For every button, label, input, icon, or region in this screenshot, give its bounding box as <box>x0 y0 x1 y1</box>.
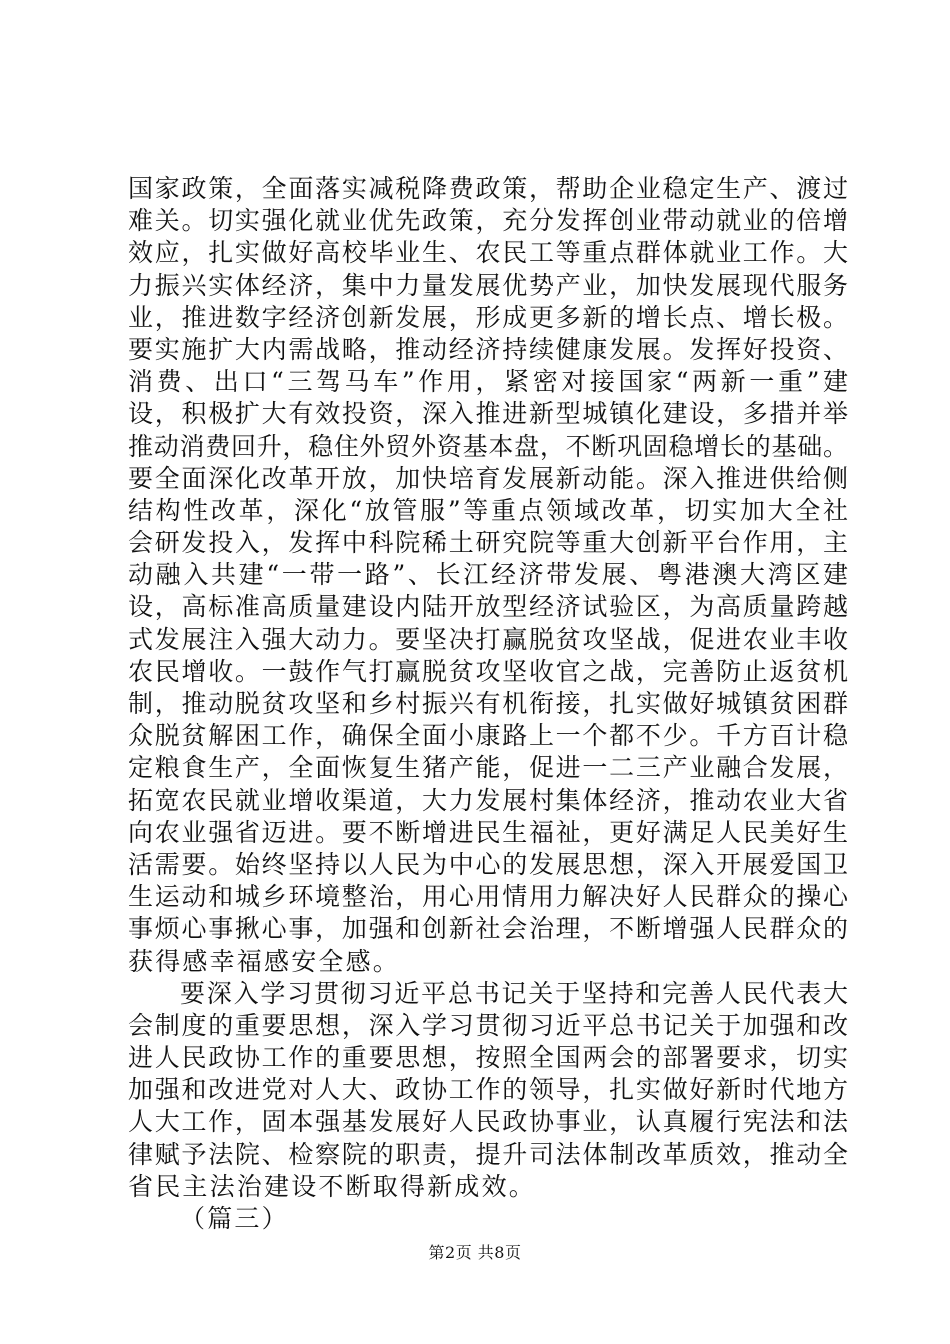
text-line: 律赋予法院、检察院的职责，提升司法体制改革质效，推动全 <box>128 1139 848 1169</box>
text-line: 推动消费回升，稳住外贸外资基本盘，不断巩固稳增长的基础。 <box>128 431 848 461</box>
text-line: 人大工作，固本强基发展好人民政协事业，认真履行宪法和法 <box>128 1107 848 1137</box>
text-line: 消费、出口“三驾马车”作用，紧密对接国家“两新一重”建 <box>128 367 848 397</box>
text-line: 动融入共建“一带一路”、长江经济带发展、粤港澳大湾区建 <box>128 560 848 590</box>
text-line: 效应，扎实做好高校毕业生、农民工等重点群体就业工作。大 <box>128 238 848 268</box>
text-line: 生运动和城乡环境整治，用心用情用力解决好人民群众的操心 <box>128 882 848 912</box>
text-line: 式发展注入强大动力。要坚决打赢脱贫攻坚战，促进农业丰收 <box>128 624 848 654</box>
text-line: 国家政策，全面落实减税降费政策，帮助企业稳定生产、渡过 <box>128 174 848 203</box>
text-line: 事烦心事揪心事，加强和创新社会治理，不断增强人民群众的 <box>128 914 848 944</box>
section-heading: （篇三） <box>180 1204 289 1233</box>
text-line: 业，推进数字经济创新发展，形成更多新的增长点、增长极。 <box>128 302 848 332</box>
text-line: 会研发投入，发挥中科院稀土研究院等重大创新平台作用，主 <box>128 528 848 558</box>
text-line: 农民增收。一鼓作气打赢脱贫攻坚收官之战，完善防止返贫机 <box>128 656 848 686</box>
text-line: 向农业强省迈进。要不断增进民生福祉，更好满足人民美好生 <box>128 817 848 847</box>
text-line: 要实施扩大内需战略，推动经济持续健康发展。发挥好投资、 <box>128 334 848 364</box>
text-line: 省民主法治建设不断取得新成效。 <box>128 1171 537 1201</box>
text-line: 获得感幸福感安全感。 <box>128 946 401 976</box>
text-line: 会制度的重要思想，深入学习贯彻习近平总书记关于加强和改 <box>128 1010 848 1040</box>
text-line: 要深入学习贯彻习近平总书记关于坚持和完善人民代表大 <box>180 978 848 1008</box>
text-line: 拓宽农民就业增收渠道，大力发展村集体经济，推动农业大省 <box>128 785 848 815</box>
text-line: 力振兴实体经济，集中力量发展优势产业，加快发展现代服务 <box>128 270 848 300</box>
text-line: 加强和改进党对人大、政协工作的领导，扎实做好新时代地方 <box>128 1075 848 1105</box>
text-line: 制，推动脱贫攻坚和乡村振兴有机衔接，扎实做好城镇贫困群 <box>128 689 848 718</box>
text-line: 定粮食生产，全面恢复生猪产能，促进一二三产业融合发展， <box>128 753 848 783</box>
text-line: 设，积极扩大有效投资，深入推进新型城镇化建设，多措并举 <box>128 399 848 429</box>
text-line: 结构性改革，深化“放管服”等重点领域改革，切实加大全社 <box>128 495 848 525</box>
text-line: 活需要。始终坚持以人民为中心的发展思想，深入开展爱国卫 <box>128 849 848 879</box>
text-line: 众脱贫解困工作，确保全面小康路上一个都不少。千方百计稳 <box>128 721 848 751</box>
text-line: 设，高标准高质量建设内陆开放型经济试验区，为高质量跨越 <box>128 592 848 622</box>
text-line: 要全面深化改革开放，加快培育发展新动能。深入推进供给侧 <box>128 463 848 493</box>
body-text <box>128 173 848 1235</box>
page-footer: 第2页 共8页 <box>428 1243 522 1262</box>
text-line: 难关。切实强化就业优先政策，充分发挥创业带动就业的倍增 <box>128 206 848 236</box>
text-line: 进人民政协工作的重要思想，按照全国两会的部署要求，切实 <box>128 1043 848 1073</box>
